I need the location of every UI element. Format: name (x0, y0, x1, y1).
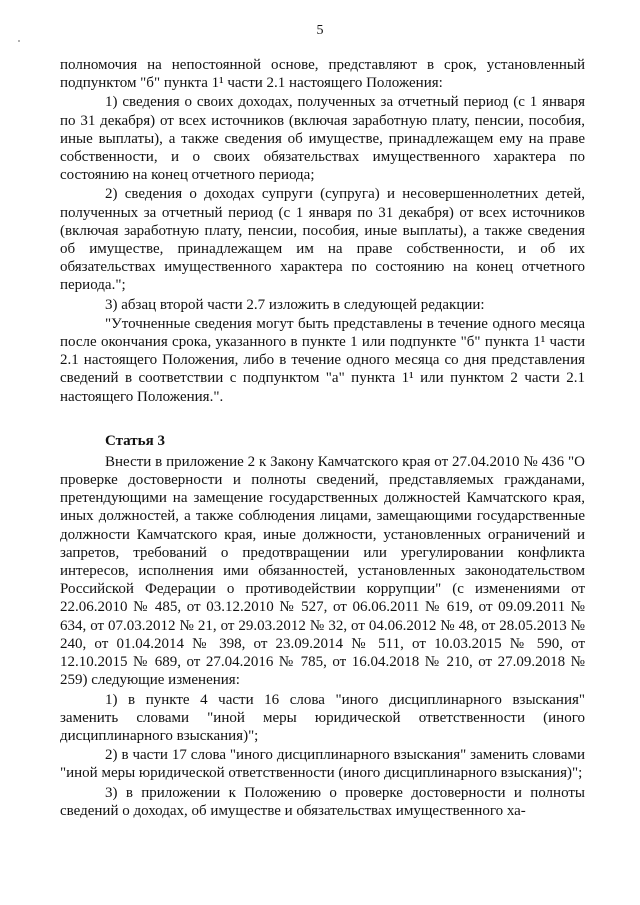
paragraph-article-item-2: 2) в части 17 слова "иного дисциплинарного взыскания" заменить словами "иной меры юридической ответственности (иного дисциплинарного взыскания)"; (60, 747, 585, 782)
document-body (60, 56, 585, 820)
article-heading: Статья 3 (105, 432, 165, 449)
paragraph-article-item-1: 1) в пункте 4 части 16 слова "иного дисциплинарного взыскания" заменить словами "иной меры юридической ответственности (иного дисциплинарного взыскания)"; (60, 691, 585, 744)
paragraph-continuation: полномочия на непостоянной основе, представляют в срок, установленный подпунктом "б" пункта 1¹ части 2.1 настоящего Положения: (60, 57, 585, 92)
page-number: 5 (316, 23, 324, 38)
paragraph-article-item-3: 3) в приложении к Положению о проверке достоверности и полноты сведений о доходах, об имуществе и обязательствах имущественного ха- (60, 784, 585, 819)
paragraph-item-3: 3) абзац второй части 2.7 изложить в следующей редакции: (105, 296, 485, 313)
scan-mark (18, 40, 20, 42)
paragraph-article-intro: Внести в приложение 2 к Закону Камчатского края от 27.04.2010 № 436 "О проверке достоверности и полноты сведений, представляемых гражданами, претендующими на замещение государственных должностей Камчатского края, иных должностей, а также соблюдения лицами, замещающими государственные должности Камчатского края, иные должности, установленных ограничений и запретов, требований о предотвращении или урегулировании конфликта интересов, исполнения ими обязанностей, установленных законодательством Российской Федерации о противодействии коррупции" (с изменениями от 22.06.2010 № 485, от 03.12.2010 № 527, от 06.06.2011 № 619, от 09.09.2011 № 634, от 07.03.2012 № 21, от 29.03.2012 № 32, от 04.06.2012 № 48, от 28.05.2013 № 240, от 01.04.2014 № 398, от 23.09.2014 № 511, от 10.03.2015 № 590, от 12.10.2015 № 689, от 27.04.2016 № 785, от 16.04.2018 № 210, от 27.09.2018 № 259) следующие изменения: (60, 453, 585, 689)
paragraph-item-2: 2) сведения о доходах супруги (супруга) и несовершеннолетних детей, полученных за отчетный период (с 1 января по 31 декабря) от всех источников (включая заработную плату, пенсии, пособия, иные выплаты), а также сведения об имуществе, принадлежащем им на праве собственности, и об их обязательствах имущественного характера по состоянию на конец отчетного периода."; (60, 186, 585, 294)
paragraph-quote: "Уточненные сведения могут быть представлены в течение одного месяца после окончания срока, указанного в пункте 1 или подпункте "б" пункта 1¹ части 2.1 настоящего Положения, либо в течение одного месяца со дня представления сведений в соответствии с подпунктом "а" пункта 1¹ или пунктом 2 части 2.1 настоящего Положения.". (60, 315, 585, 405)
paragraph-item-1: 1) сведения о своих доходах, полученных за отчетный период (с 1 января по 31 декабря) от всех источников (включая заработную плату, пенсии, пособия, иные выплаты), а также сведения об имуществе, принадлежащем ему на праве собственности, и о своих обязательствах имущественного характера по состоянию на конец отчетного периода; (60, 94, 585, 184)
